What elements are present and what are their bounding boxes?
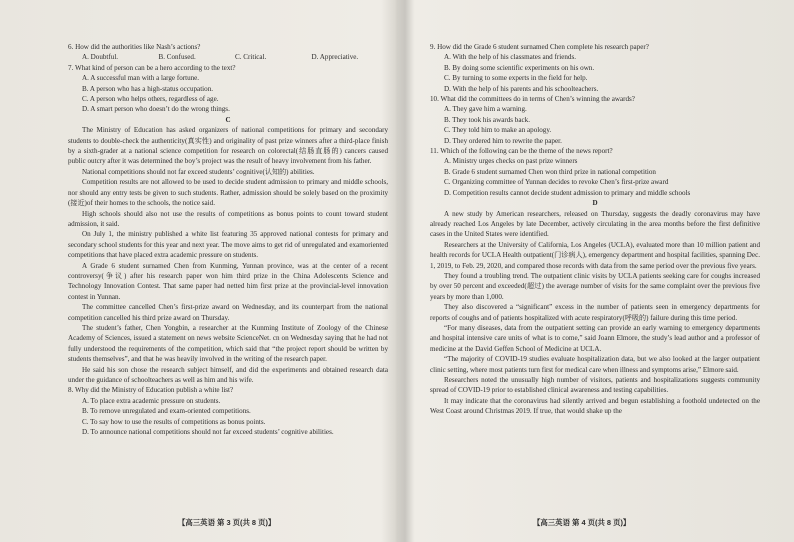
page-fold: [395, 0, 415, 542]
passage-paragraph: They found a troubling trend. The outpatient clinic visits by UCLA patients seeking care for coughs increased by over 50 percent and exceeded(超过) the average number of visits for the same complaint over the previous five years by more than 1,000.: [430, 271, 760, 301]
option: B. Confused.: [158, 53, 196, 62]
question-7: 7. What kind of person can be a hero according to the text?: [68, 63, 236, 72]
option: D. Appreciative.: [311, 53, 359, 62]
option: D. A smart person who doesn’t do the wrong things.: [82, 105, 230, 114]
question-6-options: [68, 52, 388, 62]
option: D. Competition results cannot decide student admission to primary and middle schools: [444, 188, 691, 197]
question-9: 9. How did the Grade 6 student surnamed Chen complete his research paper?: [430, 43, 649, 51]
section-heading-d: D: [592, 199, 598, 208]
passage-paragraph: Competition results are not allowed to be used to decide student admission to primary and middle schools, nor should any entry tests be given to such students. Rather, admission should be solely based on the proximity (接近)of their homes to the schools, the notice said.: [68, 178, 388, 208]
passage-paragraph: It may indicate that the coronavirus had silently arrived and begun establishing a foothold undetected on the West Coast around Christmas 2019. If true, that would shake up the: [430, 396, 760, 416]
passage-paragraph: “The majority of COVID-19 studies evaluate hospitalization data, but we also looked at the larger outpatient clinic setting, where most patients turn first for medical care when illness and symptoms arise,” Elmore said.: [430, 355, 760, 374]
passage-paragraph: A Grade 6 student surnamed Chen from Kunming, Yunnan province, was at the center of a recent controversy(争议) after his research paper won him third prize in the China Adolescents Science and Technology Innovation Contest. That same paper had netted him first prize at the provincial-level innovation contest in Yunnan.: [68, 261, 388, 301]
option: A. Doubtful.: [82, 53, 119, 62]
option: C. A person who helps others, regardless of age.: [82, 95, 219, 104]
option: B. Grade 6 student surnamed Chen won third prize in national competition: [444, 167, 656, 176]
option: C. They told him to make an apology.: [444, 126, 552, 135]
passage-paragraph: High schools should also not use the results of competitions as bonus points to count toward student admission, it said.: [68, 209, 388, 228]
option: C. Critical.: [235, 53, 267, 62]
option: A. A successful man with a large fortune.: [82, 74, 200, 83]
question-11: 11. Which of the following can be the theme of the news report?: [430, 147, 613, 156]
passage-paragraph: Researchers at the University of California, Los Angeles (UCLA), evaluated more than 10 million patient and health records for UCLA Health outpatient(门诊病人), emergency department and hospital facilities, spanning Dec. 1, 2019, to Feb. 29, 2020, and compared those records with data from the same period over the previous five years.: [430, 240, 760, 270]
option: B. They took his awards back.: [444, 115, 530, 124]
option: C. By turning to some experts in the field for help.: [444, 74, 588, 83]
left-page-footer: 【高三英语 第 3 页(共 8 页)】: [178, 518, 276, 527]
passage-paragraph: The Ministry of Education has asked organizers of national competitions for primary and secondary students to double-check the authenticity(真实性) and originality of past prize winners after a third-place finish by a sixth-grader at a national science competition for research on colorectal(结肠直肠的) cancers caused public outcry after it was determined the boy’s project was the result of heavy involvement from his father.: [68, 126, 388, 166]
passage-paragraph: The student’s father, Chen Yongbin, a researcher at the Kunming Institute of Zoology of the Chinese Academy of Sciences, issued a statement on news website ScienceNet. cn on Wednesday saying that he had not fully understood the requirements of the competition, which said that “the project report should be written by students themselves”, and that he was heavily involved in the writing of the research paper.: [68, 323, 388, 364]
passage-paragraph: They also discovered a “significant” excess in the number of patients seen in emergency departments for reports of coughs and of patients hospitalized with acute respiratory(呼吸的) failure during this time period.: [430, 303, 760, 322]
right-page: [430, 42, 760, 522]
option: B. To remove unregulated and exam-oriented competitions.: [82, 407, 251, 416]
question-6: 6. How did the authorities like Nash’s actions?: [68, 43, 201, 51]
option: A. To place extra academic pressure on students.: [82, 396, 221, 405]
passage-paragraph: “For many diseases, data from the outpatient setting can provide an early warning to emergency departments and hospital intensive care units of what is to come,” said Joann Elmore, the study’s lead author and a professor of medicine at the David Geffen School of Medicine at UCLA.: [430, 323, 760, 353]
option: C. To say how to use the results of competitions as bonus points.: [82, 417, 266, 426]
option: A. Ministry urges checks on past prize winners: [444, 157, 578, 166]
question-10: 10. What did the committees do in terms of Chen’s winning the awards?: [430, 95, 635, 104]
right-page-footer: 【高三英语 第 4 页(共 8 页)】: [533, 518, 631, 527]
option: C. Organizing committee of Yunnan decides to revoke Chen’s first-prize award: [444, 178, 669, 187]
passage-paragraph: The committee cancelled Chen’s first-prize award on Wednesday, and its counterpart from the national competition cancelled his third prize award on Thursday.: [68, 303, 388, 322]
option: D. They ordered him to rewrite the paper.: [444, 136, 562, 145]
option: B. By doing some scientific experiments on his own.: [444, 63, 595, 72]
passage-paragraph: A new study by American researchers, released on Thursday, suggests the deadly coronavirus may have already reached Los Angeles by late December, actively circulating in the area months before the first definitive cases in the United States were identified.: [430, 209, 760, 239]
passage-paragraph: National competitions should not far exceed students’ cognitive(认知的) abilities.: [82, 167, 315, 176]
passage-paragraph: On July 1, the ministry published a white list featuring 35 approved national contests for primary and secondary school students for this year and next year. The move aims to get rid of unregulated and examoriented competitions that have placed extra academic pressure on students.: [68, 230, 388, 260]
passage-paragraph: He said his son chose the research subject himself, and did the experiments and obtained research data under the guidance of schoolteachers as well as him and his wife.: [68, 365, 388, 384]
left-page: [68, 42, 388, 522]
option: A. With the help of his classmates and friends.: [444, 53, 576, 62]
passage-paragraph: Researchers noted the unusually high number of visitors, patients and hospitalizations suggests community spread of COVID-19 prior to established clinical awareness and testing capabilities.: [430, 376, 760, 395]
option: B. A person who has a high-status occupation.: [82, 84, 214, 93]
option: D. To announce national competitions should not far exceed students’ cognitive abilities.: [82, 428, 334, 437]
question-8: 8. Why did the Ministry of Education publish a white list?: [68, 386, 234, 395]
section-heading-c: C: [225, 115, 231, 124]
option: A. They gave him a warning.: [444, 105, 527, 114]
option: D. With the help of his parents and his schoolteachers.: [444, 84, 599, 93]
